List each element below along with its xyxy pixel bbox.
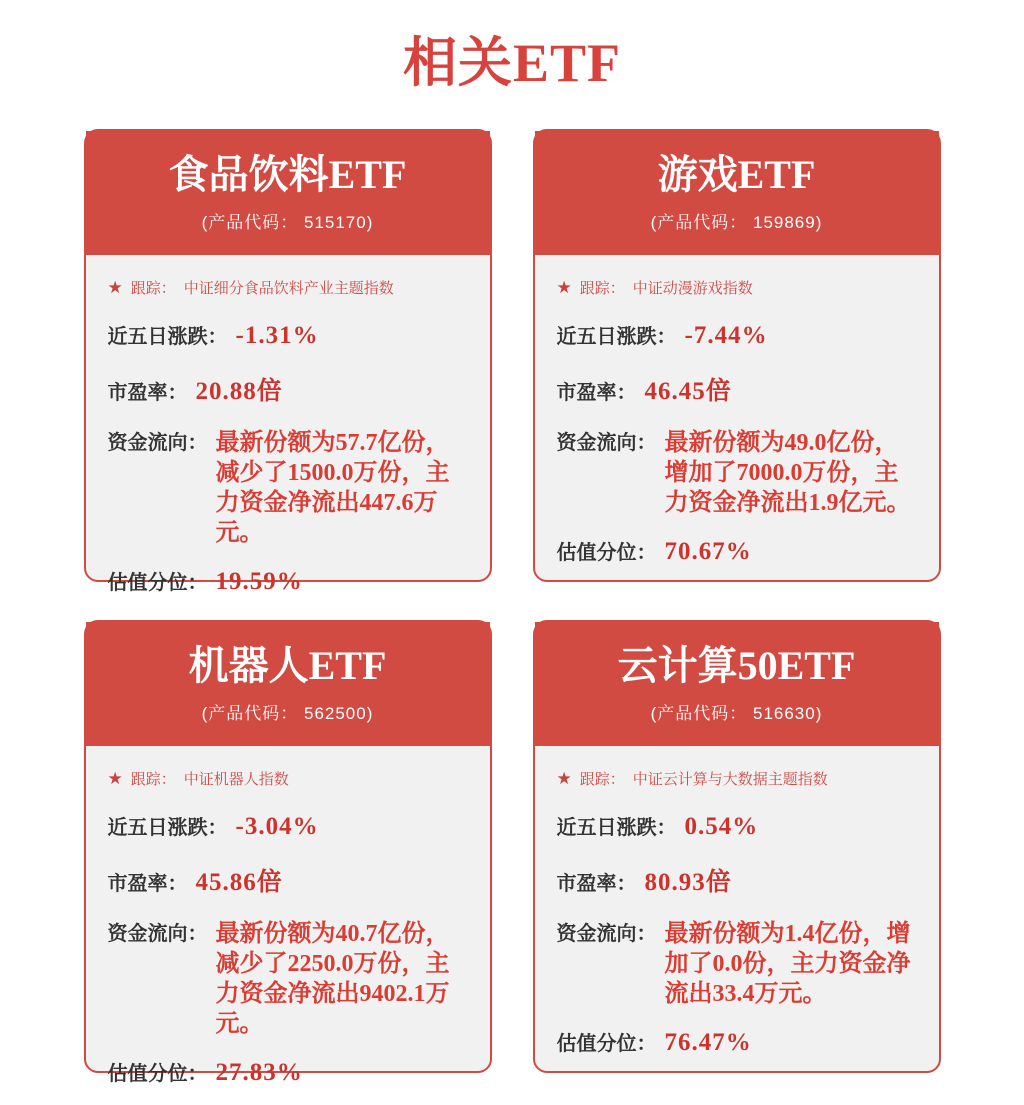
pe-row [108,371,468,407]
valuation-percentile-label: 估值分位： [107,1063,208,1085]
pe-value: 45.86倍 [195,869,283,896]
change5d-row [108,811,468,841]
etf-card-cloud-computing [533,620,941,1073]
fund-flow-row [557,919,917,1009]
pe-label: 市盈率： [556,382,637,404]
etf-card-food-beverage [84,129,492,595]
etf-name: 机器人ETF [188,643,387,688]
pe-row [557,862,917,898]
fund-flow-label: 资金流向： [556,923,657,945]
star-icon: ★ [556,278,572,297]
pe-value: 20.88倍 [195,378,283,405]
change5d-row [108,320,468,350]
valuation-percentile-row [108,1057,468,1087]
valuation-percentile-label: 估值分位： [556,542,657,564]
change5d-value: -7.44% [684,322,768,349]
pe-row [108,862,468,898]
valuation-percentile-label: 估值分位： [556,1033,657,1055]
tracked-index-row [108,768,468,789]
page-title: 相关ETF [402,33,622,93]
pe-label: 市盈率： [556,873,637,895]
tracked-index-name: 中证细分食品饮料产业主题指数 [183,280,394,297]
track-label: 跟踪： [130,280,176,297]
fund-flow-row [108,919,468,1039]
etf-card-body [86,255,490,614]
etf-card-body [86,746,490,1105]
change5d-label: 近五日涨跌： [556,817,677,839]
valuation-percentile-value: 19.59% [215,568,303,595]
change5d-label: 近五日涨跌： [107,326,228,348]
change5d-label: 近五日涨跌： [556,326,677,348]
etf-card-body [535,746,939,1075]
fund-flow-label: 资金流向： [107,432,208,454]
fund-flow-row [557,428,917,518]
fund-flow-row [108,428,468,548]
pe-label: 市盈率： [107,873,188,895]
etf-name: 食品饮料ETF [168,152,407,197]
valuation-percentile-label: 估值分位： [107,572,208,594]
pe-value: 80.93倍 [644,869,732,896]
pe-row [557,371,917,407]
fund-flow-label: 资金流向： [556,432,657,454]
valuation-percentile-row [557,536,917,566]
etf-card-header [86,131,490,255]
etf-cards-grid [84,129,941,1086]
etf-product-code: (产品代码： 516630) [650,704,823,723]
etf-product-code: (产品代码： 515170) [201,213,374,232]
tracked-index-name: 中证动漫游戏指数 [632,280,753,297]
etf-name: 游戏ETF [657,152,816,197]
tracked-index-row [108,277,468,298]
etf-card-header [535,131,939,255]
star-icon: ★ [556,769,572,788]
fund-flow-value: 最新份额为1.4亿份，增加了0.0份，主力资金净流出33.4万元。 [664,921,911,1007]
track-label: 跟踪： [579,771,625,788]
tracked-index-row [557,768,917,789]
pe-label: 市盈率： [107,382,188,404]
etf-product-code: (产品代码： 159869) [650,213,823,232]
valuation-percentile-value: 76.47% [664,1029,752,1056]
fund-flow-label: 资金流向： [107,923,208,945]
track-label: 跟踪： [579,280,625,297]
change5d-value: -3.04% [235,813,319,840]
valuation-percentile-row [557,1027,917,1057]
etf-name: 云计算50ETF [617,643,856,688]
star-icon: ★ [107,278,123,297]
change5d-row [557,320,917,350]
tracked-index-row [557,277,917,298]
track-label: 跟踪： [130,771,176,788]
pe-value: 46.45倍 [644,378,732,405]
change5d-row [557,811,917,841]
valuation-percentile-row [108,566,468,596]
etf-card-body [535,255,939,584]
change5d-value: -1.31% [235,322,319,349]
tracked-index-name: 中证云计算与大数据主题指数 [632,771,828,788]
star-icon: ★ [107,769,123,788]
etf-card-game [533,129,941,582]
etf-card-header [86,622,490,746]
fund-flow-value: 最新份额为40.7亿份，减少了2250.0万份，主力资金净流出9402.1万元。 [215,921,450,1037]
fund-flow-value: 最新份额为57.7亿份，减少了1500.0万份，主力资金净流出447.6万元。 [215,430,450,546]
change5d-value: 0.54% [684,813,759,840]
tracked-index-name: 中证机器人指数 [183,771,289,788]
valuation-percentile-value: 27.83% [215,1059,303,1086]
etf-product-code: (产品代码： 562500) [201,704,374,723]
valuation-percentile-value: 70.67% [664,538,752,565]
change5d-label: 近五日涨跌： [107,817,228,839]
fund-flow-value: 最新份额为49.0亿份，增加了7000.0万份，主力资金净流出1.9亿元。 [664,430,911,516]
etf-card-robot [84,620,492,1086]
etf-card-header [535,622,939,746]
